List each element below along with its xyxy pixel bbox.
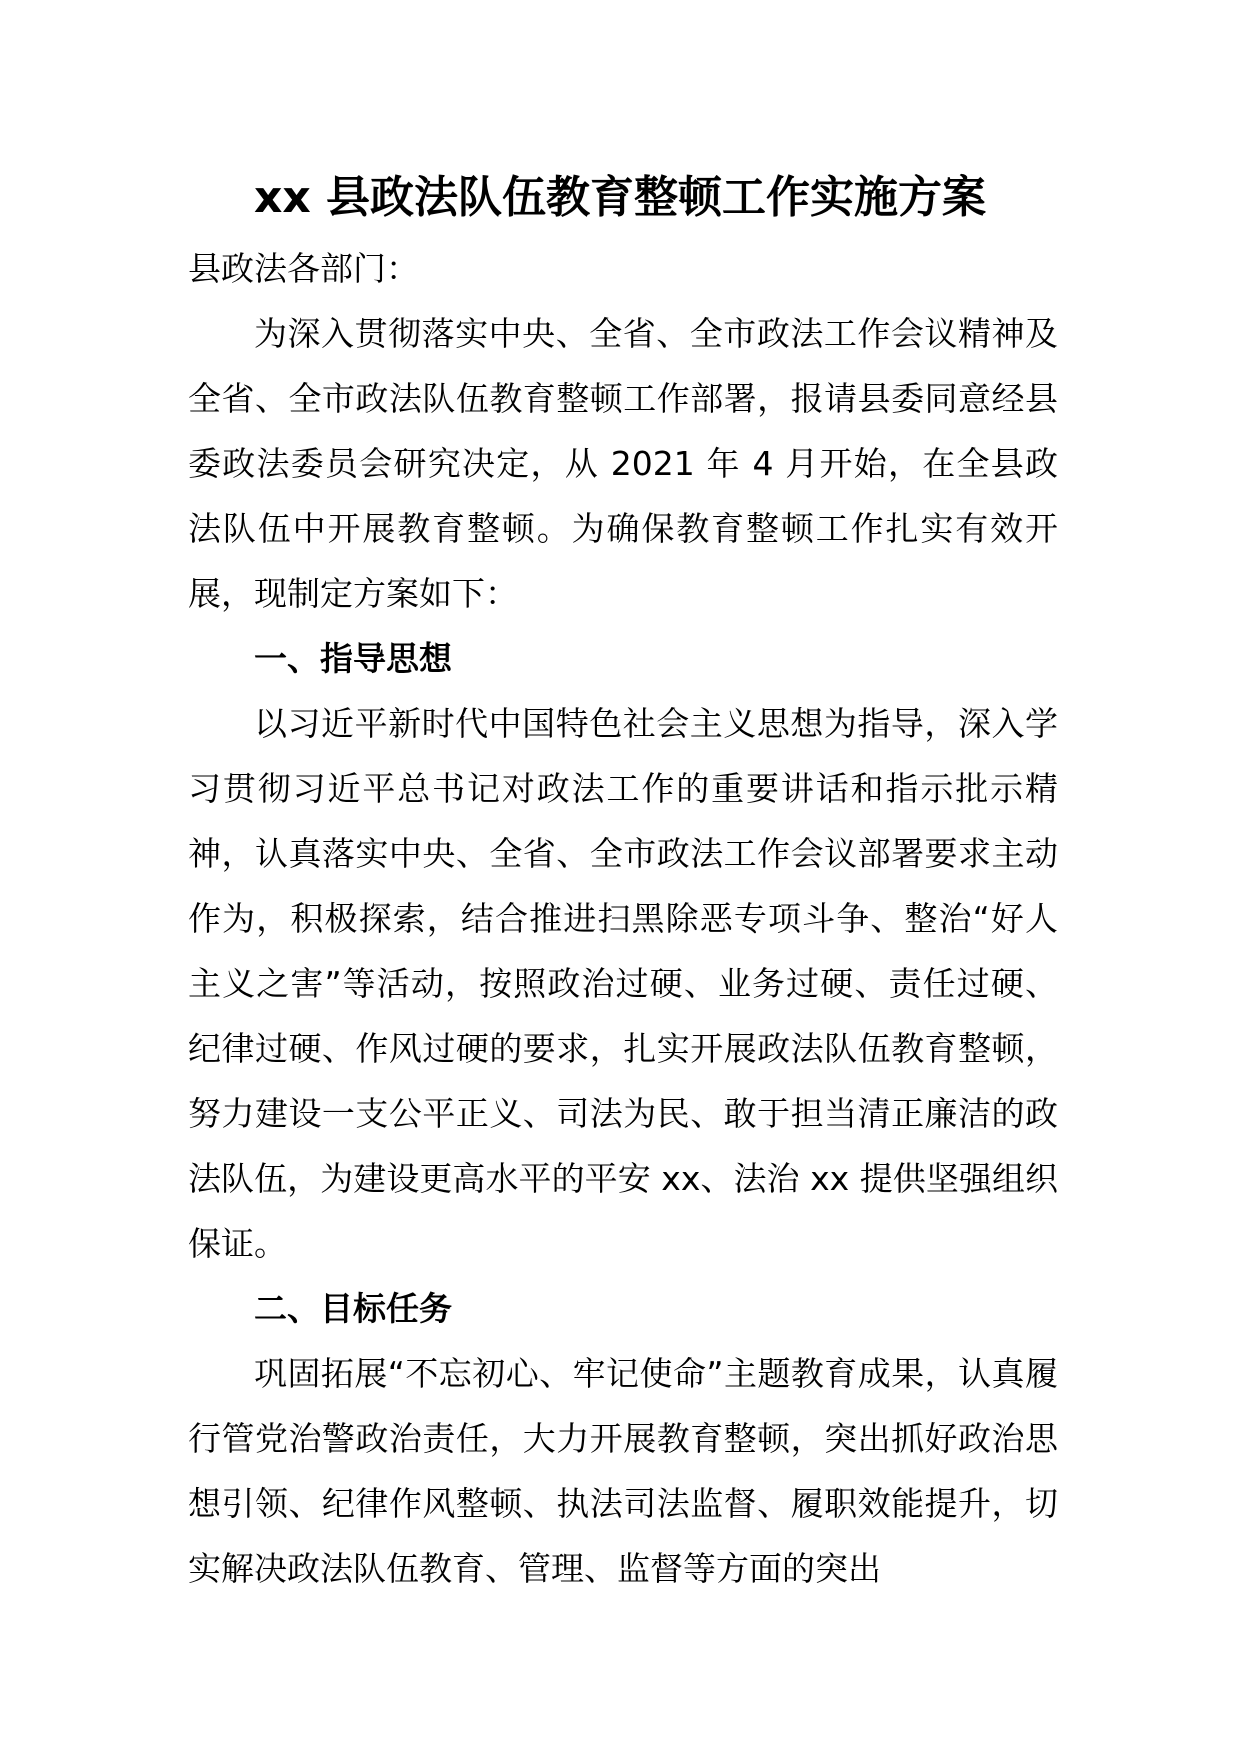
document-title: xx 县政法队伍教育整顿工作实施方案 — [253, 172, 987, 223]
section-1-paragraph: 以习近平新时代中国特色社会主义思想为指导，深入学习贯彻习近平总书记对政法工作的重要讲话和指示批示精神，认真落实中央、全省、全市政法工作会议部署要求主动作为，积极探索，结合推进扫黑除恶专项斗争、整治“好人主义之害”等活动，按照政治过硬、业务过硬、责任过硬、纪律过硬、作风过硬的要求，扎实开展政法队伍教育整顿，努力建设一支公平正义、司法为民、敢于担当清正廉洁的政法队伍，为建设更高水平的平安 xx、法治 xx 提供坚强组织保证。 — [188, 704, 1058, 1263]
section-2-heading: 二、目标任务 — [254, 1289, 452, 1328]
section-2-paragraph: 巩固拓展“不忘初心、牢记使命”主题教育成果，认真履行管党治警政治责任，大力开展教育整顿，突出抓好政治思想引领、纪律作风整顿、执法司法监督、履职效能提升，切实解决政法队伍教育、管理、监督等方面的突出 — [188, 1354, 1058, 1588]
intro-paragraph: 为深入贯彻落实中央、全省、全市政法工作会议精神及全省、全市政法队伍教育整顿工作部署，报请县委同意经县委政法委员会研究决定，从 2021 年 4 月开始，在全县政法队伍中开展教育整顿。为确保教育整顿工作扎实有效开展，现制定方案如下： — [188, 314, 1058, 613]
salutation: 县政法各部门： — [188, 249, 419, 288]
document-body — [188, 236, 1058, 1601]
section-1-heading: 一、指导思想 — [254, 639, 452, 678]
